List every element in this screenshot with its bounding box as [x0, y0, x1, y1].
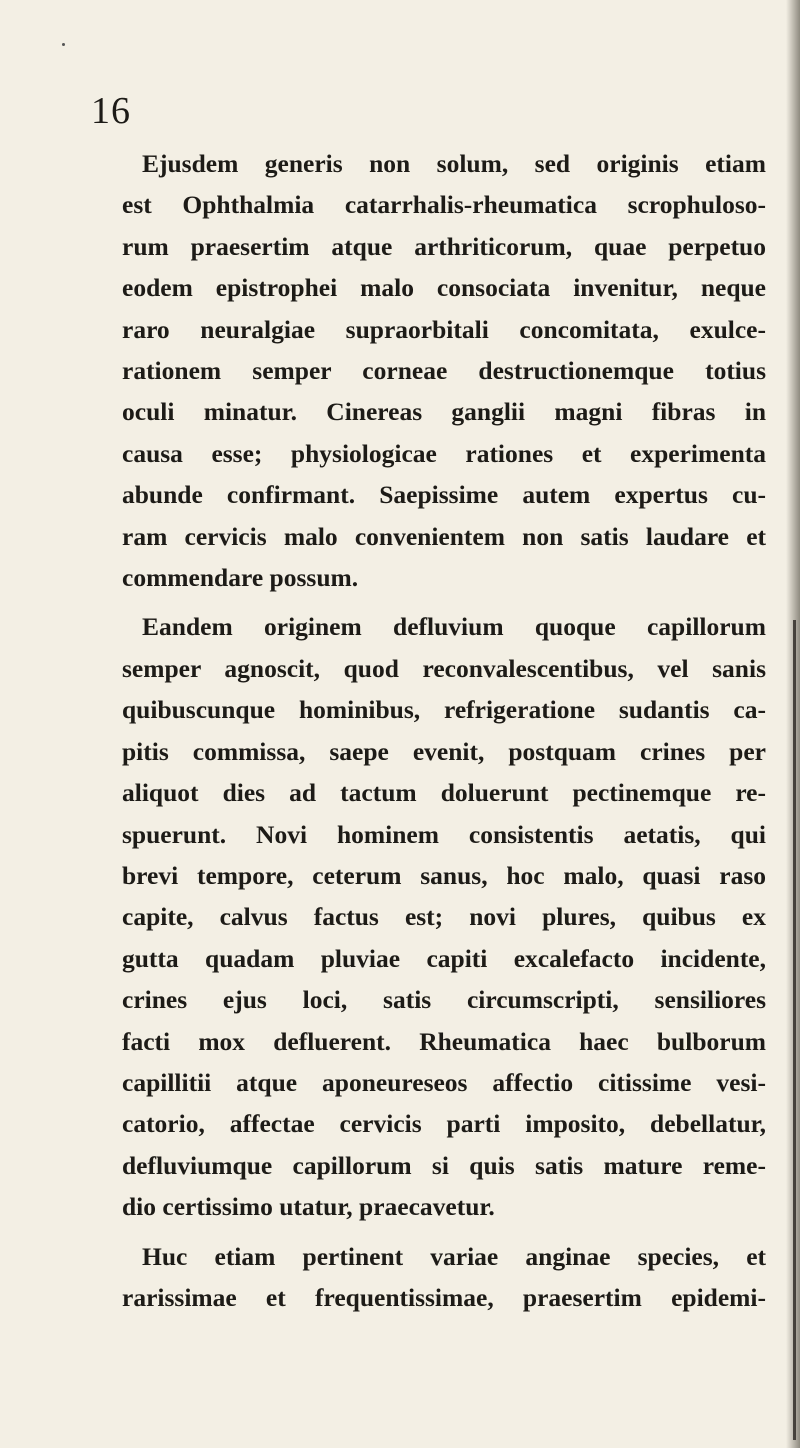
text-line: causa esse; physiologicae rationes et experimenta: [122, 438, 766, 468]
text-line: Huc etiam pertinent variae anginae species, et: [142, 1241, 766, 1271]
text-line: crines ejus loci, satis circumscripti, sensiliores: [122, 985, 766, 1015]
text-line: defluviumque capillorum si quis satis mature reme-: [122, 1150, 766, 1180]
text-line: spuerunt. Novi hominem consistentis aetatis, qui: [122, 819, 766, 849]
page-edge-line: [793, 620, 796, 1440]
page-number: 16: [91, 90, 131, 132]
text-line: dio certissimo utatur, praecavetur.: [122, 1192, 495, 1222]
text-line: capite, calvus factus est; novi plures, quibus ex: [122, 902, 766, 932]
text-line: facti mox defluerent. Rheumatica haec bulborum: [122, 1026, 766, 1056]
paragraph-3: [122, 1236, 766, 1319]
text-line: capillitii atque aponeureseos affectio citissime vesi-: [122, 1067, 766, 1097]
text-line: est Ophthalmia catarrhalis-rheumatica scrophuloso-: [122, 190, 766, 220]
text-line: quibuscunque hominibus, refrigeratione sudantis ca-: [122, 695, 766, 725]
text-line: raro neuralgiae supraorbitali concomitata, exulce-: [122, 314, 766, 344]
text-line: Eandem originem defluvium quoque capillorum: [142, 612, 766, 642]
scan-speck: [62, 43, 65, 46]
text-line: aliquot dies ad tactum doluerunt pectinemque re-: [122, 778, 766, 808]
text-line: oculi minatur. Cinereas ganglii magni fibras in: [122, 397, 766, 427]
text-line: pitis commissa, saepe evenit, postquam crines per: [122, 736, 766, 766]
text-line: semper agnoscit, quod reconvalescentibus, vel sanis: [122, 653, 766, 683]
text-line: rationem semper corneae destructionemque totius: [122, 356, 766, 386]
text-line: Ejusdem generis non solum, sed originis etiam: [142, 149, 766, 178]
text-line: brevi tempore, ceterum sanus, hoc malo, quasi raso: [122, 860, 766, 890]
text-line: ram cervicis malo convenientem non satis laudare et: [122, 521, 766, 551]
text-line: rarissimae et frequentissimae, praesertim epidemi-: [122, 1282, 766, 1312]
text-line: catorio, affectae cervicis parti imposito, debellatur,: [122, 1109, 766, 1139]
text-line: gutta quadam pluviae capiti excalefacto incidente,: [122, 943, 766, 973]
text-line: commendare possum.: [122, 563, 359, 593]
text-line: abunde confirmant. Saepissime autem expertus cu-: [122, 480, 766, 510]
paragraph-2: [122, 606, 766, 1227]
body-text: [122, 143, 766, 1318]
text-line: eodem epistrophei malo consociata invenitur, neque: [122, 273, 766, 303]
paragraph-1: [122, 143, 766, 598]
text-line: rum praesertim atque arthriticorum, quae perpetuo: [122, 231, 766, 261]
